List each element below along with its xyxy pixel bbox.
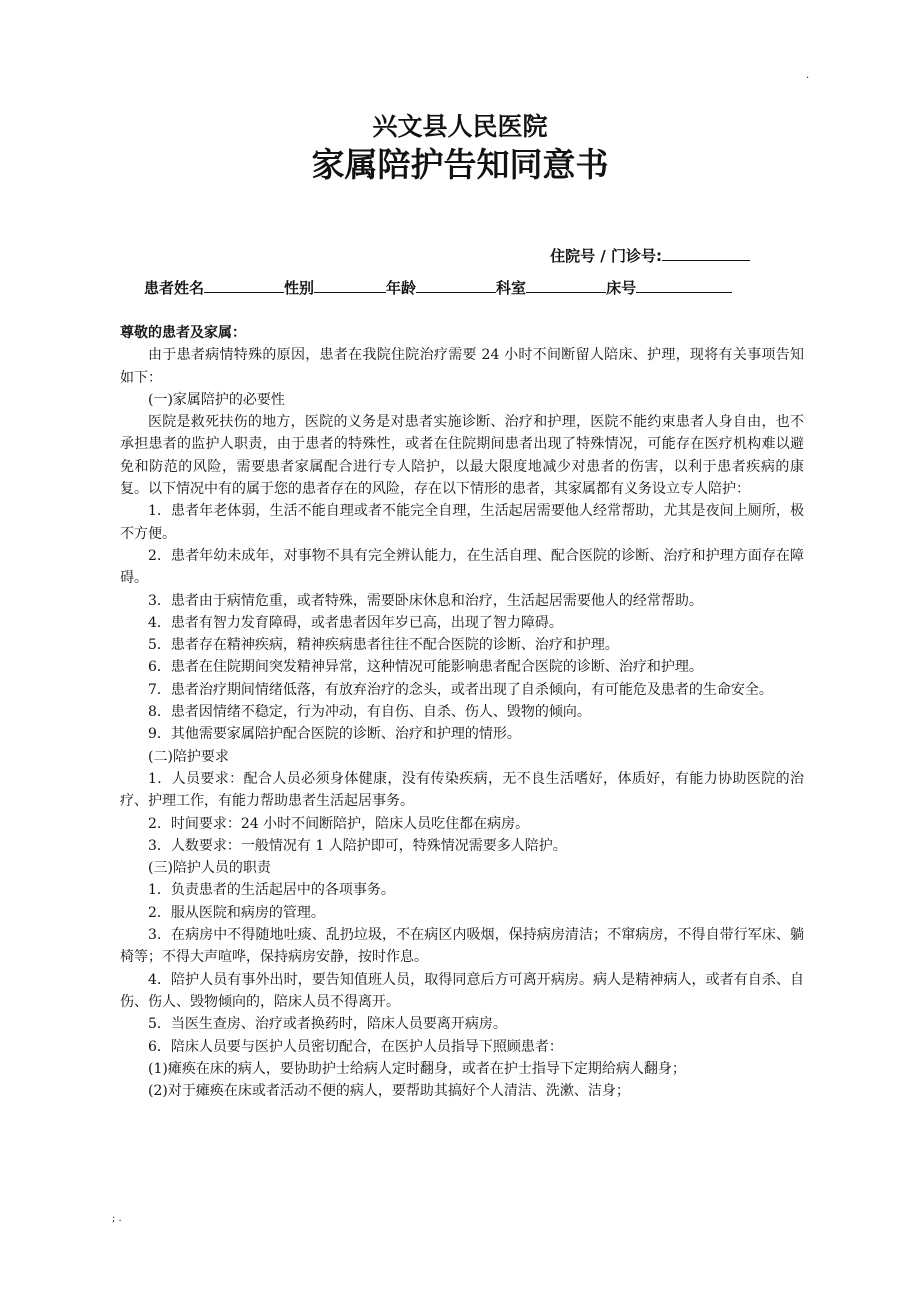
list-item: 8．患者因情绪不稳定，行为冲动，有自伤、自杀、伤人、毁物的倾向。 xyxy=(148,704,591,721)
department-blank xyxy=(526,276,606,293)
list-item: 7．患者治疗期间情绪低落，有放弃治疗的念头，或者出现了自杀倾向，有可能危及患者的生命安全。 xyxy=(148,681,773,698)
greeting: 尊敬的患者及家属： xyxy=(120,325,246,341)
sub-list-item: (2)对于瘫痪在床或者活动不便的病人，要帮助其搞好个人清洁、洗漱、洁身； xyxy=(148,1083,630,1100)
section-heading-duties: (三)陪护人员的职责 xyxy=(148,860,271,877)
list-item: 3．在病房中不得随地吐痰、乱扔垃圾，不在病区内吸烟，保持病房清洁；不窜病房，不得自带行军床、躺椅等；不得大声喧哗，保持病房安静，按时作息。 xyxy=(120,927,804,966)
gender-blank xyxy=(314,276,386,293)
registration-number-field xyxy=(550,244,750,267)
bed-number-blank xyxy=(636,276,732,293)
list-item: 6．患者在住院期间突发精神异常，这种情况可能影响患者配合医院的诊断、治疗和护理。 xyxy=(148,659,703,676)
list-item: 2．服从医院和病房的管理。 xyxy=(148,904,325,921)
patient-name-label: 患者姓名 xyxy=(144,279,205,297)
gender-label: 性别 xyxy=(284,279,315,297)
list-item: 1．负责患者的生活起居中的各项事务。 xyxy=(148,882,395,899)
patient-info-row xyxy=(144,276,732,299)
list-item: 1．人员要求：配合人员必须身体健康，没有传染疾病，无不良生活嗜好，体质好，有能力协助医院的治疗、护理工作，有能力帮助患者生活起居事务。 xyxy=(120,770,804,810)
page-mark-top: . xyxy=(806,70,810,81)
list-item: 5．当医生查房、治疗或者换药时，陪床人员要离开病房。 xyxy=(148,1016,507,1033)
registration-number-label: 住院号 / 门诊号: xyxy=(550,247,662,265)
section-heading-requirements: (二)陪护要求 xyxy=(148,748,229,765)
section-heading-necessity: (一)家属陪护的必要性 xyxy=(148,391,285,408)
department-label: 科室 xyxy=(496,279,527,297)
list-item: 4．陪护人员有事外出时，要告知值班人员，取得同意后方可离开病房。病人是精神病人，或者有自杀、自伤、伤人、毁物倾向的，陪床人员不得离开。 xyxy=(120,971,804,1010)
bed-number-label: 床号 xyxy=(606,279,637,297)
list-item: 4．患者有智力发育障碍，或者患者因年岁已高，出现了智力障碍。 xyxy=(148,614,563,631)
page-mark-bottom: ; . xyxy=(112,1213,122,1224)
list-item: 3．人数要求：一般情况有 1 人陪护即可，特殊情况需要多人陪护。 xyxy=(148,837,567,854)
list-item: 3．患者由于病情危重，或者特殊，需要卧床休息和治疗，生活起居需要他人的经常帮助。 xyxy=(148,592,703,609)
age-label: 年龄 xyxy=(386,279,417,297)
list-item: 2．时间要求：24 小时不间断陪护，陪床人员吃住都在病房。 xyxy=(148,815,530,832)
paragraph-necessity: 医院是救死扶伤的地方，医院的义务是对患者实施诊断、治疗和护理，医院不能约束患者人身自由，也不承担患者的监护人职责，由于患者的特殊性，或者在住院期间患者出现了特殊情况，可能存在医疗机构难以避免和防范的风险，需要患者家属配合进行专人陪护，以最大限度地减少对患者的伤害，以利于患者疾病的康复。以下情况中有的属于您的患者存在的风险，存在以下情形的患者，其家属都有义务设立专人陪护： xyxy=(120,414,804,498)
list-item: 9．其他需要家属陪护配合医院的诊断、治疗和护理的情形。 xyxy=(148,726,521,743)
age-blank xyxy=(416,276,496,293)
registration-number-blank xyxy=(662,244,750,261)
list-item: 1．患者年老体弱，生活不能自理或者不能完全自理，生活起居需要他人经常帮助，尤其是夜间上厕所，极不方便。 xyxy=(120,503,804,542)
document-body xyxy=(120,322,804,1102)
list-item: 5．患者存在精神疾病，精神疾病患者往往不配合医院的诊断、治疗和护理。 xyxy=(148,637,619,654)
hospital-name: 兴文县人民医院 xyxy=(372,112,548,141)
document-title: 家属陪护告知同意书 xyxy=(311,145,609,184)
list-item: 2．患者年幼未成年，对事物不具有完全辨认能力，在生活自理、配合医院的诊断、治疗和护理方面存在障碍。 xyxy=(120,547,804,587)
sub-list-item: (1)瘫痪在床的病人，要协助护士给病人定时翻身，或者在护士指导下定期给病人翻身； xyxy=(148,1060,686,1077)
list-item: 6．陪床人员要与医护人员密切配合，在医护人员指导下照顾患者： xyxy=(148,1038,563,1055)
paragraph-intro: 由于患者病情特殊的原因，患者在我院住院治疗需要 24 小时不间断留人陪床、护理，现将有关事项告知如下： xyxy=(120,347,804,386)
patient-name-blank xyxy=(204,276,284,293)
